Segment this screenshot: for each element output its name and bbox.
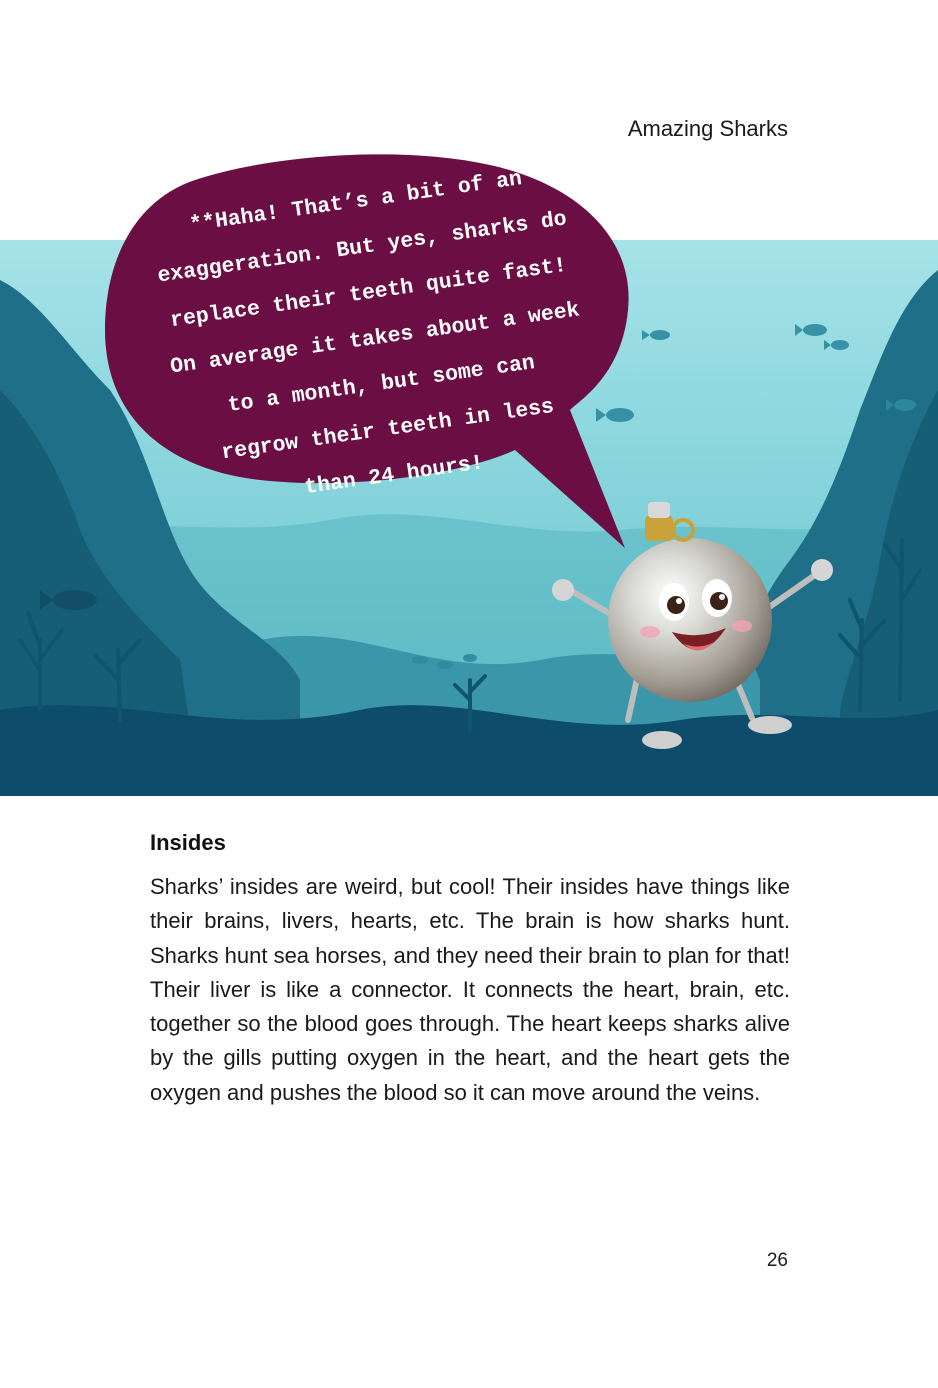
running-header: Amazing Sharks <box>627 116 788 141</box>
section-body: Sharks’ insides are weird, but cool! Their insides have things like their brains, livers, hearts, etc. The brain is how sharks hunt. Sharks hunt sea horses, and they need their brain to plan for that! Their liver is like a connector. It connects the heart, brain, etc. together so the blood goes through. The heart keeps sharks alive by the gills putting oxygen in the heart, and the heart gets the oxygen and pushes the blood so it can move around the veins. <box>150 874 790 1105</box>
speech-bubble-text: **Haha! That’s a bit of an exaggeration. But yes, sharks do replace their teeth quite fast! On average it takes about a week to a month, but some can regrow their teeth in less than 24 hours! <box>156 167 582 501</box>
insides-section <box>150 830 790 1110</box>
page-number: 26 <box>766 1250 788 1271</box>
section-heading: Insides <box>150 830 226 855</box>
